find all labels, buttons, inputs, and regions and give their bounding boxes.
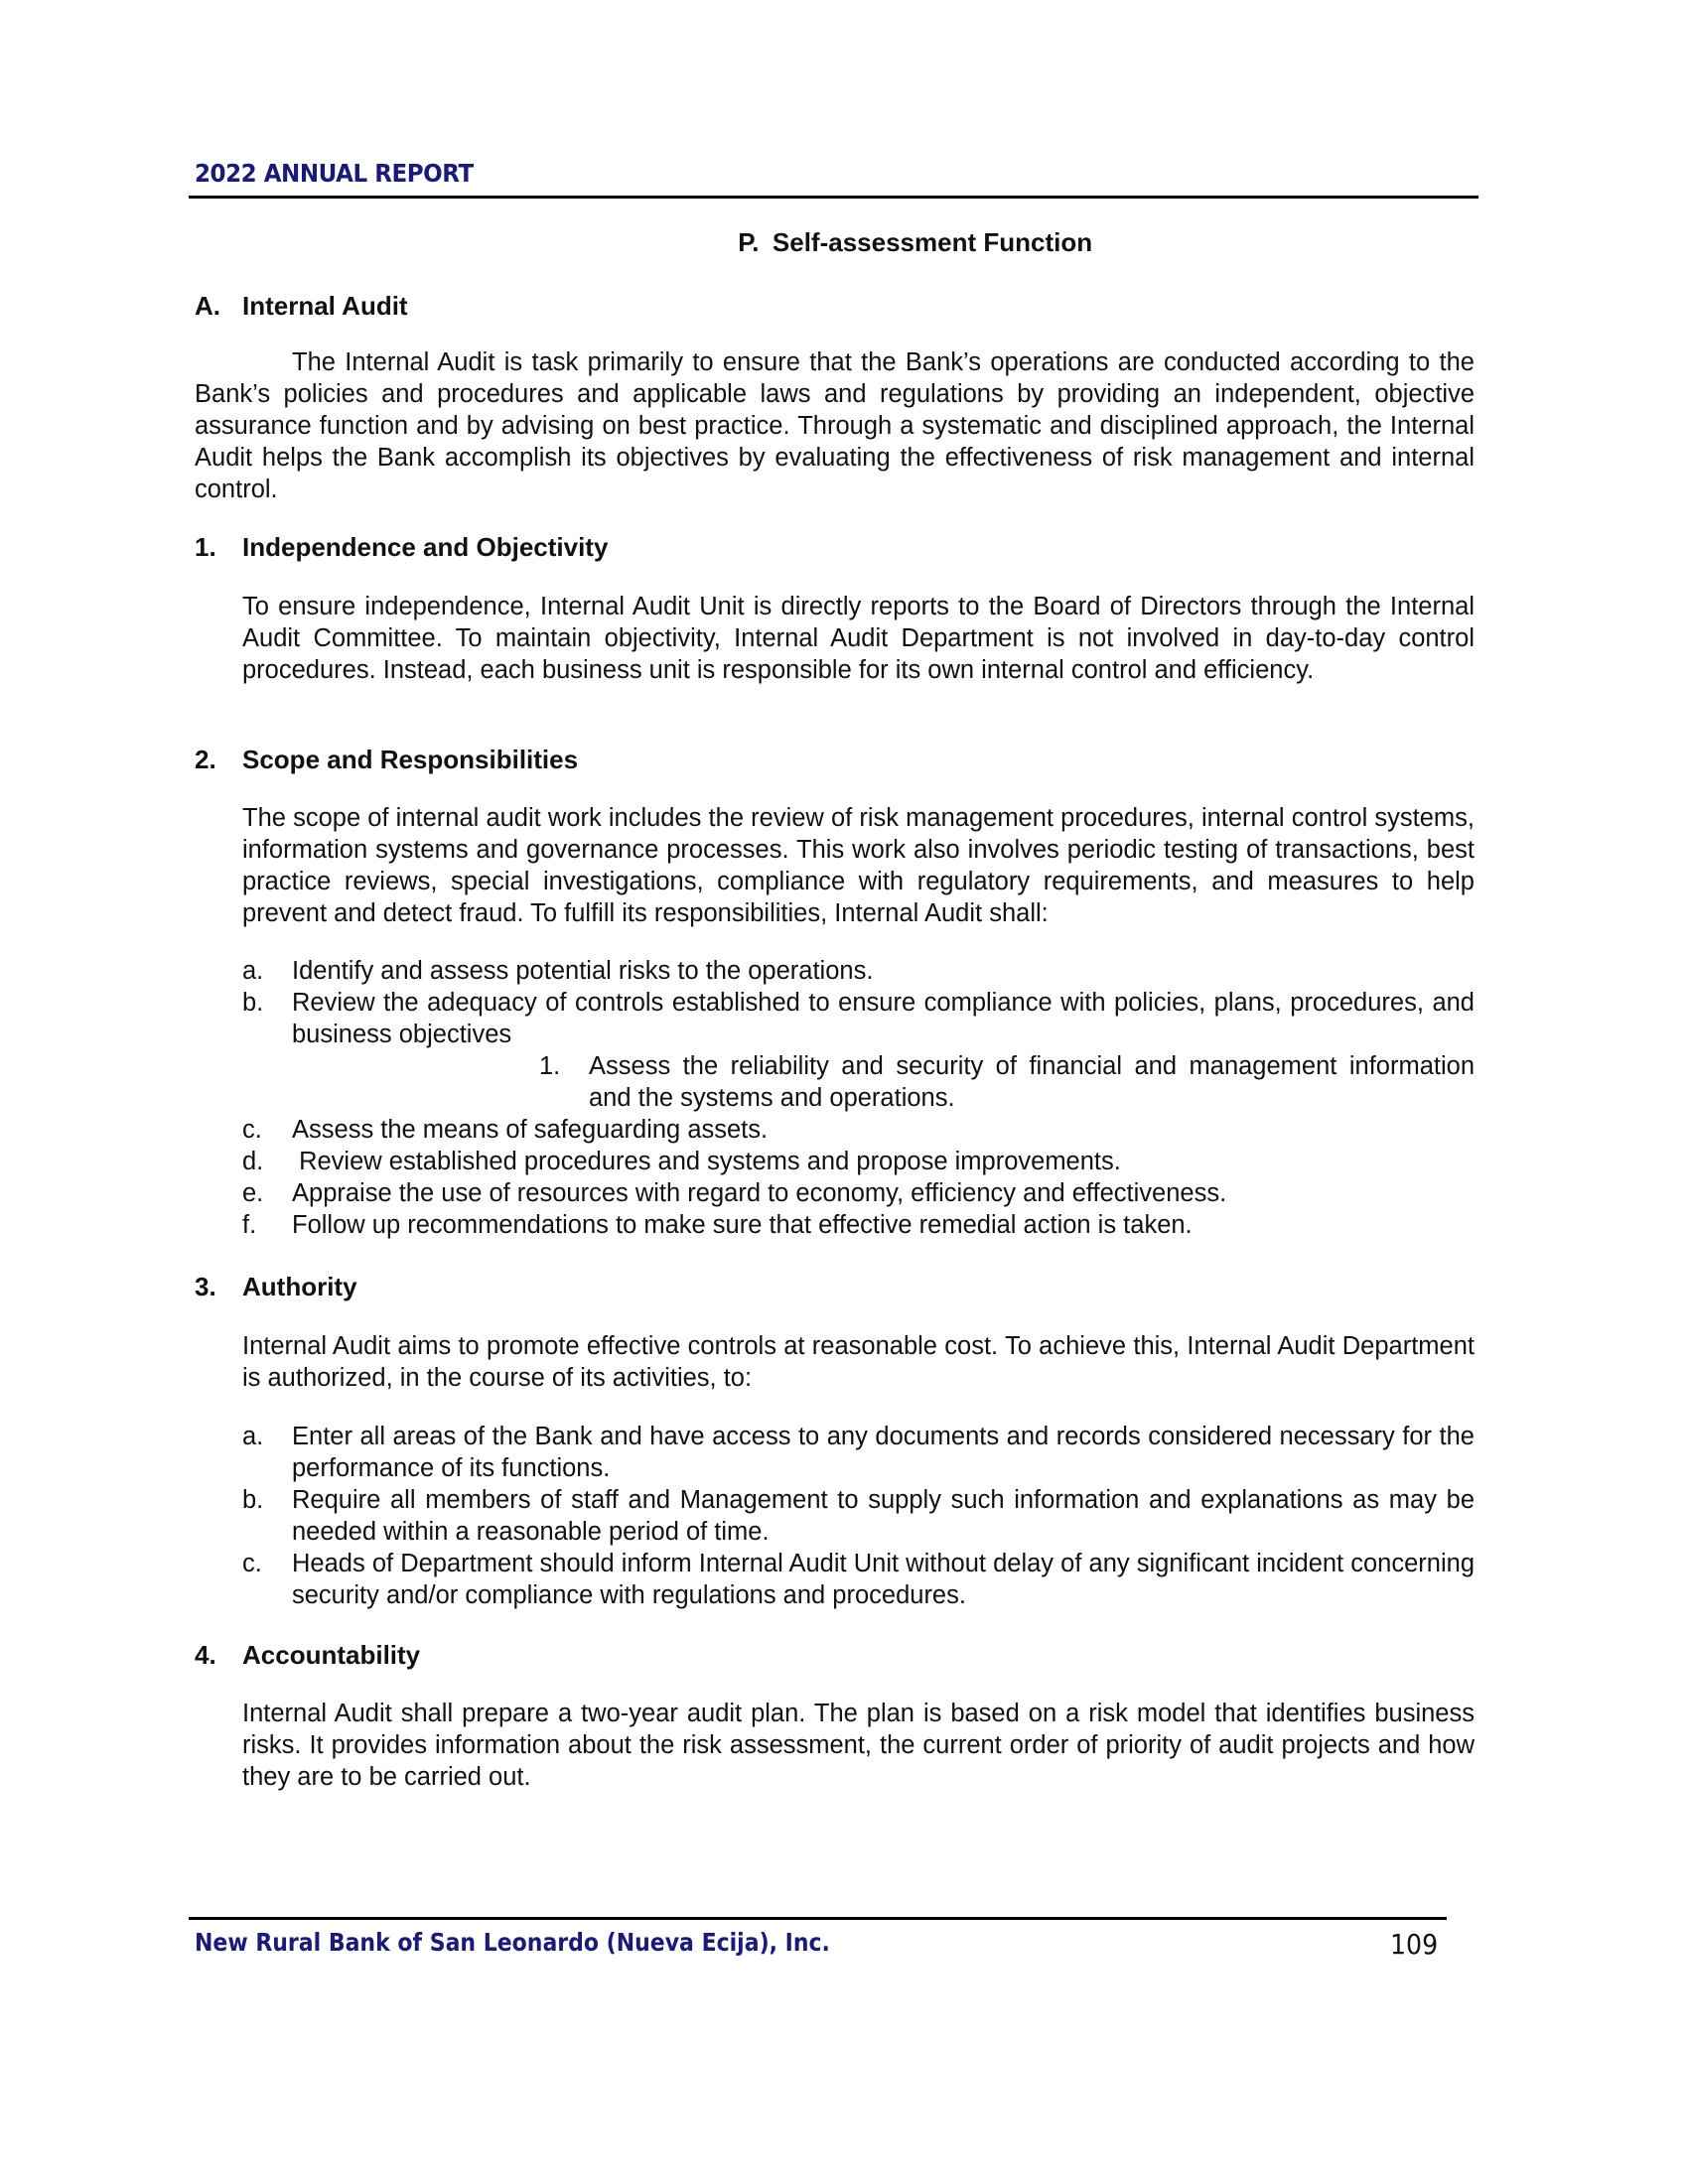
- scope-body: The scope of internal audit work includes the review of risk management procedures, internal control systems, information systems and governance processes. This work also involves periodic testing of transactions, best practice reviews, special investigations, compliance with regulatory requirements, and measures to help prevent and detect fraud. To fulfill its responsibilities, Internal Audit shall:: [242, 804, 1475, 927]
- list-marker: a.: [242, 1423, 264, 1450]
- section-number: P.: [738, 227, 760, 257]
- heading-number: 2.: [195, 745, 216, 774]
- list-marker: c.: [242, 1116, 262, 1144]
- list-text: Assess the means of safeguarding assets.: [292, 1116, 769, 1144]
- page-number: 109: [1390, 1928, 1439, 1961]
- heading-scope: [195, 745, 578, 775]
- independence-body: To ensure independence, Internal Audit Unit is directly reports to the Board of Directors through the Internal Audit Committee. To maintain objectivity, Internal Audit Department is not involved in day-to-day control procedures. Instead, each business unit is responsible for its own internal control and efficiency.: [242, 593, 1475, 684]
- list-marker: e.: [242, 1179, 264, 1207]
- list-item: [242, 1421, 1475, 1484]
- list-item: [242, 1146, 1475, 1177]
- list-marker: b.: [242, 1486, 264, 1514]
- heading-text: Independence and Objectivity: [242, 532, 609, 562]
- heading-independence: [195, 532, 608, 563]
- heading-text: Authority: [242, 1272, 357, 1301]
- list-item: [242, 1114, 1475, 1146]
- internal-audit-intro: The Internal Audit is task primarily to ensure that the Bank’s operations are conducted according to the Bank’s policies and procedures and applicable laws and regulations by providing an independent, objective assurance function and by advising on best practice. Through a systematic and disciplined approach, the Internal Audit helps the Bank accomplish its objectives by evaluating the effectiveness of risk management and internal control.: [195, 348, 1475, 503]
- header-rule: [189, 196, 1478, 199]
- heading-accountability: [195, 1640, 420, 1671]
- list-item: [242, 1548, 1475, 1611]
- list-marker: f.: [242, 1211, 257, 1239]
- subsection-title: Internal Audit: [242, 291, 408, 321]
- list-text: Identify and assess potential risks to the operations.: [292, 957, 874, 985]
- section-title: [0, 227, 1688, 258]
- heading-authority: [195, 1272, 357, 1302]
- authority-body: Internal Audit aims to promote effective controls at reasonable cost. To achieve this, Internal Audit Department is authorized, in the course of its activities, to:: [242, 1332, 1475, 1392]
- list-text: Heads of Department should inform Internal Audit Unit without delay of any significant incident concerning security and/or compliance with regulations and procedures.: [292, 1550, 1475, 1609]
- list-text: Review established procedures and systems and propose improvements.: [292, 1148, 1121, 1175]
- nested-list-item: [242, 1050, 1475, 1114]
- report-header-title: 2022 ANNUAL REPORT: [195, 159, 474, 188]
- list-item: [242, 1209, 1475, 1241]
- list-marker: d.: [242, 1148, 264, 1175]
- accountability-body: Internal Audit shall prepare a two-year audit plan. The plan is based on a risk model that identifies business risks. It provides information about the risk assessment, the current order of priority of audit projects and how they are to be carried out.: [242, 1700, 1475, 1791]
- list-text: Appraise the use of resources with regard to economy, efficiency and effectiveness.: [292, 1179, 1227, 1207]
- list-item: [242, 955, 1475, 987]
- scope-list: [242, 955, 1475, 1241]
- section-title-text: Self-assessment Function: [772, 227, 1093, 257]
- list-item: [242, 1484, 1475, 1548]
- list-text: Review the adequacy of controls established to ensure compliance with policies, plans, procedures, and business objectives: [292, 989, 1475, 1048]
- heading-number: 3.: [195, 1272, 216, 1301]
- footer-rule: [189, 1917, 1447, 1920]
- subsection-heading: [195, 291, 408, 322]
- heading-number: 4.: [195, 1640, 216, 1670]
- list-marker: 1.: [539, 1052, 561, 1080]
- heading-text: Scope and Responsibilities: [242, 745, 579, 774]
- list-text: Assess the reliability and security of financial and management information and the systems and operations.: [589, 1052, 1475, 1112]
- list-marker: b.: [242, 989, 264, 1017]
- subsection-number: A.: [195, 291, 220, 321]
- heading-text: Accountability: [242, 1640, 421, 1670]
- list-marker: c.: [242, 1550, 262, 1577]
- list-marker: a.: [242, 957, 264, 985]
- footer-organization: New Rural Bank of San Leonardo (Nueva Ecija), Inc.: [195, 1928, 830, 1957]
- list-item: [242, 987, 1475, 1050]
- list-text: Require all members of staff and Management to supply such information and explanations as may be needed within a reasonable period of time.: [292, 1486, 1475, 1546]
- list-text: Follow up recommendations to make sure that effective remedial action is taken.: [292, 1211, 1193, 1239]
- list-item: [242, 1177, 1475, 1209]
- list-text: Enter all areas of the Bank and have access to any documents and records considered necessary for the performance of its functions.: [292, 1423, 1475, 1482]
- authority-list: [242, 1421, 1475, 1611]
- heading-number: 1.: [195, 532, 216, 562]
